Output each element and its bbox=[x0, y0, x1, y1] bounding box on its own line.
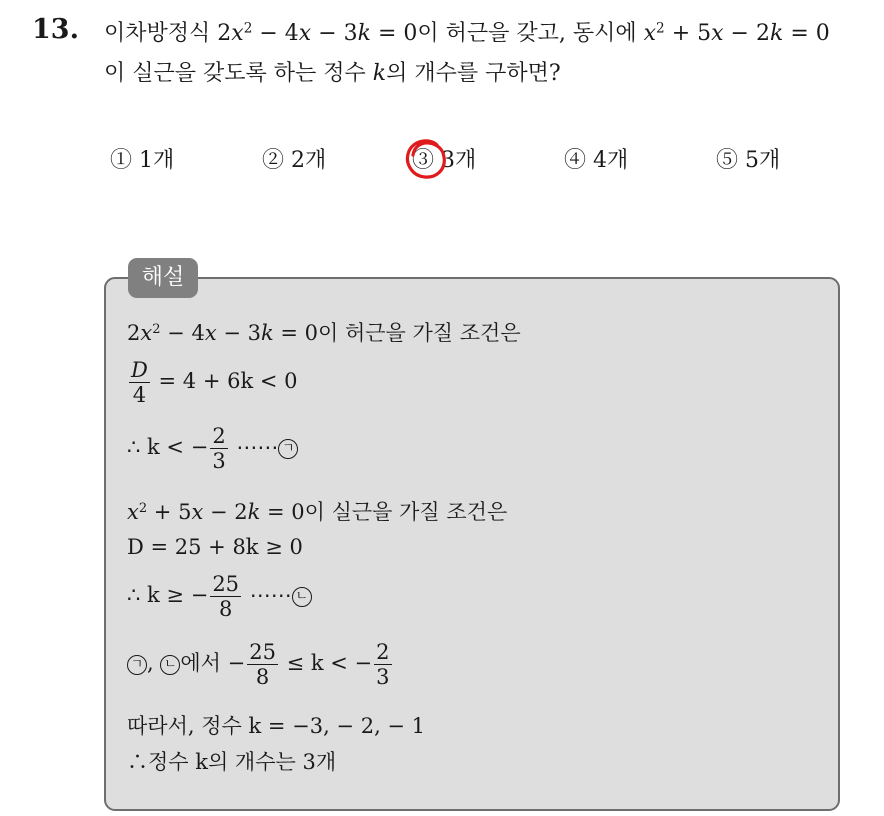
sol-text: , bbox=[147, 651, 161, 676]
question-text-line1 bbox=[104, 16, 830, 47]
q-text: 이차방정식 2 bbox=[104, 21, 232, 46]
solution-line-1 bbox=[127, 317, 521, 347]
exp: 2 bbox=[152, 321, 161, 337]
q-text: 의 개수를 구하면? bbox=[386, 61, 561, 86]
exp: 2 bbox=[243, 20, 253, 37]
fraction-d-over-4: $\frac{D}{4}$ bbox=[131, 358, 148, 408]
solution-tab: 해설 bbox=[128, 258, 198, 298]
q-text: + 5 bbox=[664, 21, 712, 46]
circled-label-2: ㄴ bbox=[160, 655, 180, 675]
var-x: x bbox=[127, 500, 139, 524]
sol-text: ⋯⋯ bbox=[229, 435, 279, 460]
sol-text: = 4 + 6k < 0 bbox=[151, 369, 298, 394]
q-text: − 3 bbox=[311, 21, 358, 46]
circled-label-1: ㄱ bbox=[127, 655, 147, 675]
sol-text: ∴ k ≥ − bbox=[127, 583, 209, 608]
question-text-line2 bbox=[104, 56, 561, 87]
solution-line-9: ∴정수 k의 개수는 3개 bbox=[127, 750, 337, 774]
var-x: x bbox=[643, 21, 657, 46]
sol-text: = 0이 실근을 가질 조건은 bbox=[260, 500, 508, 524]
sol-text: − 3 bbox=[216, 321, 261, 345]
sol-text: ⋯⋯ bbox=[243, 583, 292, 608]
fraction-25-over-8: $\frac{25}{8}$ bbox=[212, 572, 240, 622]
exp: 2 bbox=[656, 20, 665, 37]
sol-text: − 4 bbox=[160, 321, 205, 345]
sol-text: = 0이 허근을 가질 조건은 bbox=[273, 321, 521, 345]
choice-2[interactable]: ② 2개 bbox=[262, 148, 327, 173]
var-x: x bbox=[191, 500, 204, 524]
var-k: k bbox=[372, 61, 387, 86]
fraction-2-over-3: $\frac{2}{3}$ bbox=[376, 640, 390, 690]
sol-text: ∴ k < − bbox=[127, 435, 209, 460]
exp: 2 bbox=[138, 500, 148, 516]
var-x: x bbox=[140, 321, 153, 345]
sol-text: 에서 − bbox=[180, 651, 246, 676]
var-x: x bbox=[711, 21, 724, 46]
q-text: − 2 bbox=[723, 21, 770, 46]
q-text: = 0 bbox=[783, 21, 830, 46]
question-number: 13. bbox=[32, 14, 79, 45]
choice-1[interactable]: ① 1개 bbox=[110, 148, 175, 173]
var-x: x bbox=[298, 21, 312, 46]
fraction-25-over-8: $\frac{25}{8}$ bbox=[249, 640, 276, 690]
var-k: k bbox=[247, 500, 261, 524]
q-text: 이 실근을 갖도록 하는 정수 bbox=[104, 61, 373, 86]
var-k: k bbox=[769, 21, 784, 46]
choice-5[interactable]: ⑤ 5개 bbox=[716, 148, 781, 173]
solution-line-7 bbox=[127, 640, 394, 689]
q-text: = 0이 허근을 갖고, 동시에 bbox=[370, 21, 644, 46]
sol-text: + 5 bbox=[147, 500, 192, 524]
answer-circle-mark bbox=[404, 136, 450, 182]
fraction-2-over-3: $\frac{2}{3}$ bbox=[212, 424, 226, 474]
var-k: k bbox=[357, 21, 371, 46]
solution-line-5: D = 25 + 8k ≥ 0 bbox=[127, 535, 303, 559]
var-k: k bbox=[260, 321, 274, 345]
solution-line-4 bbox=[127, 496, 507, 526]
var-x: x bbox=[231, 21, 244, 46]
circled-label-1: ㄱ bbox=[278, 439, 298, 459]
solution-line-6 bbox=[127, 572, 312, 621]
choice-3[interactable]: ③ 3개 bbox=[412, 148, 477, 173]
sol-text: ≤ k < − bbox=[279, 651, 373, 676]
solution-line-8: 따라서, 정수 k = −3, − 2, − 1 bbox=[127, 714, 426, 738]
q-text: − 4 bbox=[252, 21, 299, 46]
var-x: x bbox=[204, 321, 217, 345]
circled-label-2: ㄴ bbox=[292, 587, 312, 607]
choice-4[interactable]: ④ 4개 bbox=[564, 148, 629, 173]
sol-text: 2 bbox=[127, 321, 141, 345]
sol-text: − 2 bbox=[203, 500, 248, 524]
solution-line-2 bbox=[127, 358, 298, 407]
solution-line-3 bbox=[127, 424, 298, 473]
